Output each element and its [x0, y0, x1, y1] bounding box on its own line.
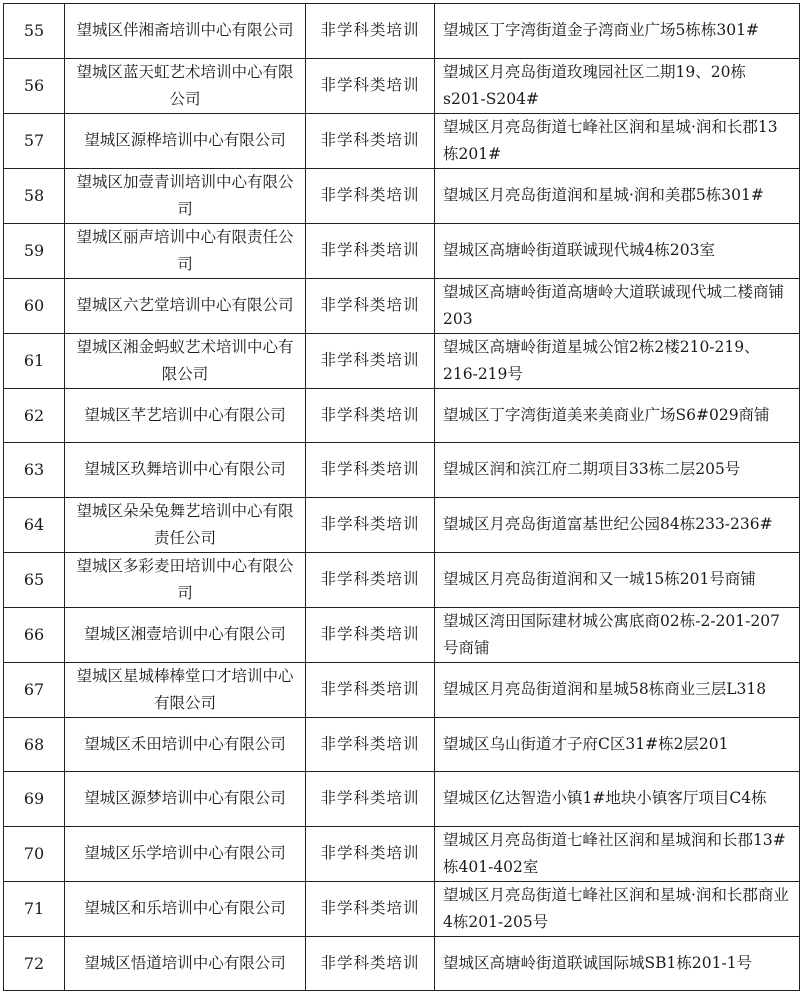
- row-number: 72: [4, 936, 65, 991]
- training-category: 非学科类培训: [306, 443, 435, 498]
- row-number: 64: [4, 497, 65, 552]
- row-number: 69: [4, 772, 65, 827]
- training-category: 非学科类培训: [306, 223, 435, 278]
- institution-name: 望城区禾田培训中心有限公司: [65, 717, 306, 772]
- training-category: 非学科类培训: [306, 936, 435, 991]
- table-row: [4, 168, 800, 223]
- row-number: 57: [4, 113, 65, 168]
- table-row: [4, 333, 800, 388]
- institution-name: 望城区六艺堂培训中心有限公司: [65, 278, 306, 333]
- institution-address: 望城区湾田国际建材城公寓底商02栋-2-201-207号商铺: [435, 607, 800, 662]
- institution-name: 望城区多彩麦田培训中心有限公司: [65, 552, 306, 607]
- institution-table: [3, 3, 800, 991]
- institution-address: 望城区月亮岛街道润和又一城15栋201号商铺: [435, 552, 800, 607]
- institution-name: 望城区芊艺培训中心有限公司: [65, 388, 306, 443]
- institution-address: 望城区月亮岛街道玫瑰园社区二期19、20栋 s201-S204#: [435, 58, 800, 113]
- training-category: 非学科类培训: [306, 717, 435, 772]
- row-number: 71: [4, 881, 65, 936]
- training-category: 非学科类培训: [306, 662, 435, 717]
- table-row: [4, 388, 800, 443]
- institution-address: 望城区月亮岛街道七峰社区润和星城·润和长郡13栋201#: [435, 113, 800, 168]
- institution-name: 望城区星城棒棒堂口才培训中心有限公司: [65, 662, 306, 717]
- row-number: 62: [4, 388, 65, 443]
- table-row: [4, 4, 800, 59]
- table-row: [4, 58, 800, 113]
- institution-address: 望城区月亮岛街道富基世纪公园84栋233-236#: [435, 497, 800, 552]
- institution-address: 望城区乌山街道才子府C区31#栋2层201: [435, 717, 800, 772]
- institution-name: 望城区悟道培训中心有限公司: [65, 936, 306, 991]
- table-row: [4, 607, 800, 662]
- training-category: 非学科类培训: [306, 113, 435, 168]
- training-category: 非学科类培训: [306, 497, 435, 552]
- training-category: 非学科类培训: [306, 333, 435, 388]
- table-row: [4, 662, 800, 717]
- row-number: 63: [4, 443, 65, 498]
- table-row: [4, 772, 800, 827]
- table-row: [4, 826, 800, 881]
- table-row: [4, 881, 800, 936]
- training-category: 非学科类培训: [306, 826, 435, 881]
- table-row: [4, 936, 800, 991]
- row-number: 66: [4, 607, 65, 662]
- institution-name: 望城区加壹青训培训中心有限公司: [65, 168, 306, 223]
- row-number: 70: [4, 826, 65, 881]
- institution-address: 望城区高塘岭街道星城公馆2栋2楼210-219、216-219号: [435, 333, 800, 388]
- table-row: [4, 278, 800, 333]
- table-row: [4, 717, 800, 772]
- table-row: [4, 223, 800, 278]
- institution-address: 望城区月亮岛街道七峰社区润和星城·润和长郡商业4栋201-205号: [435, 881, 800, 936]
- institution-address: 望城区月亮岛街道润和星城·润和美郡5栋301#: [435, 168, 800, 223]
- training-category: 非学科类培训: [306, 168, 435, 223]
- table-body: [4, 4, 800, 991]
- training-category: 非学科类培训: [306, 58, 435, 113]
- institution-name: 望城区玖舞培训中心有限公司: [65, 443, 306, 498]
- institution-name: 望城区朵朵兔舞艺培训中心有限责任公司: [65, 497, 306, 552]
- institution-address: 望城区月亮岛街道润和星城58栋商业三层L318: [435, 662, 800, 717]
- row-number: 60: [4, 278, 65, 333]
- row-number: 56: [4, 58, 65, 113]
- table-row: [4, 113, 800, 168]
- institution-address: 望城区丁字湾街道金子湾商业广场5栋栋301#: [435, 4, 800, 59]
- institution-name: 望城区源桦培训中心有限公司: [65, 113, 306, 168]
- institution-name: 望城区伴湘斋培训中心有限公司: [65, 4, 306, 59]
- row-number: 55: [4, 4, 65, 59]
- institution-name: 望城区丽声培训中心有限责任公司: [65, 223, 306, 278]
- table-row: [4, 552, 800, 607]
- institution-address: 望城区高塘岭街道高塘岭大道联诚现代城二楼商铺203: [435, 278, 800, 333]
- institution-name: 望城区湘金蚂蚁艺术培训中心有限公司: [65, 333, 306, 388]
- row-number: 68: [4, 717, 65, 772]
- table-row: [4, 497, 800, 552]
- table-row: [4, 443, 800, 498]
- training-category: 非学科类培训: [306, 881, 435, 936]
- row-number: 59: [4, 223, 65, 278]
- training-category: 非学科类培训: [306, 4, 435, 59]
- institution-name: 望城区蓝天虹艺术培训中心有限公司: [65, 58, 306, 113]
- institution-address: 望城区润和滨江府二期项目33栋二层205号: [435, 443, 800, 498]
- row-number: 61: [4, 333, 65, 388]
- institution-name: 望城区和乐培训中心有限公司: [65, 881, 306, 936]
- institution-name: 望城区源梦培训中心有限公司: [65, 772, 306, 827]
- training-category: 非学科类培训: [306, 772, 435, 827]
- institution-address: 望城区高塘岭街道联诚国际城SB1栋201-1号: [435, 936, 800, 991]
- training-category: 非学科类培训: [306, 388, 435, 443]
- institution-name: 望城区湘壹培训中心有限公司: [65, 607, 306, 662]
- institution-address: 望城区亿达智造小镇1#地块小镇客厅项目C4栋: [435, 772, 800, 827]
- institution-address: 望城区月亮岛街道七峰社区润和星城润和长郡13#栋401-402室: [435, 826, 800, 881]
- row-number: 65: [4, 552, 65, 607]
- row-number: 67: [4, 662, 65, 717]
- training-category: 非学科类培训: [306, 278, 435, 333]
- institution-name: 望城区乐学培训中心有限公司: [65, 826, 306, 881]
- training-category: 非学科类培训: [306, 552, 435, 607]
- institution-address: 望城区高塘岭街道联诚现代城4栋203室: [435, 223, 800, 278]
- institution-address: 望城区丁字湾街道美来美商业广场S6#029商铺: [435, 388, 800, 443]
- training-category: 非学科类培训: [306, 607, 435, 662]
- row-number: 58: [4, 168, 65, 223]
